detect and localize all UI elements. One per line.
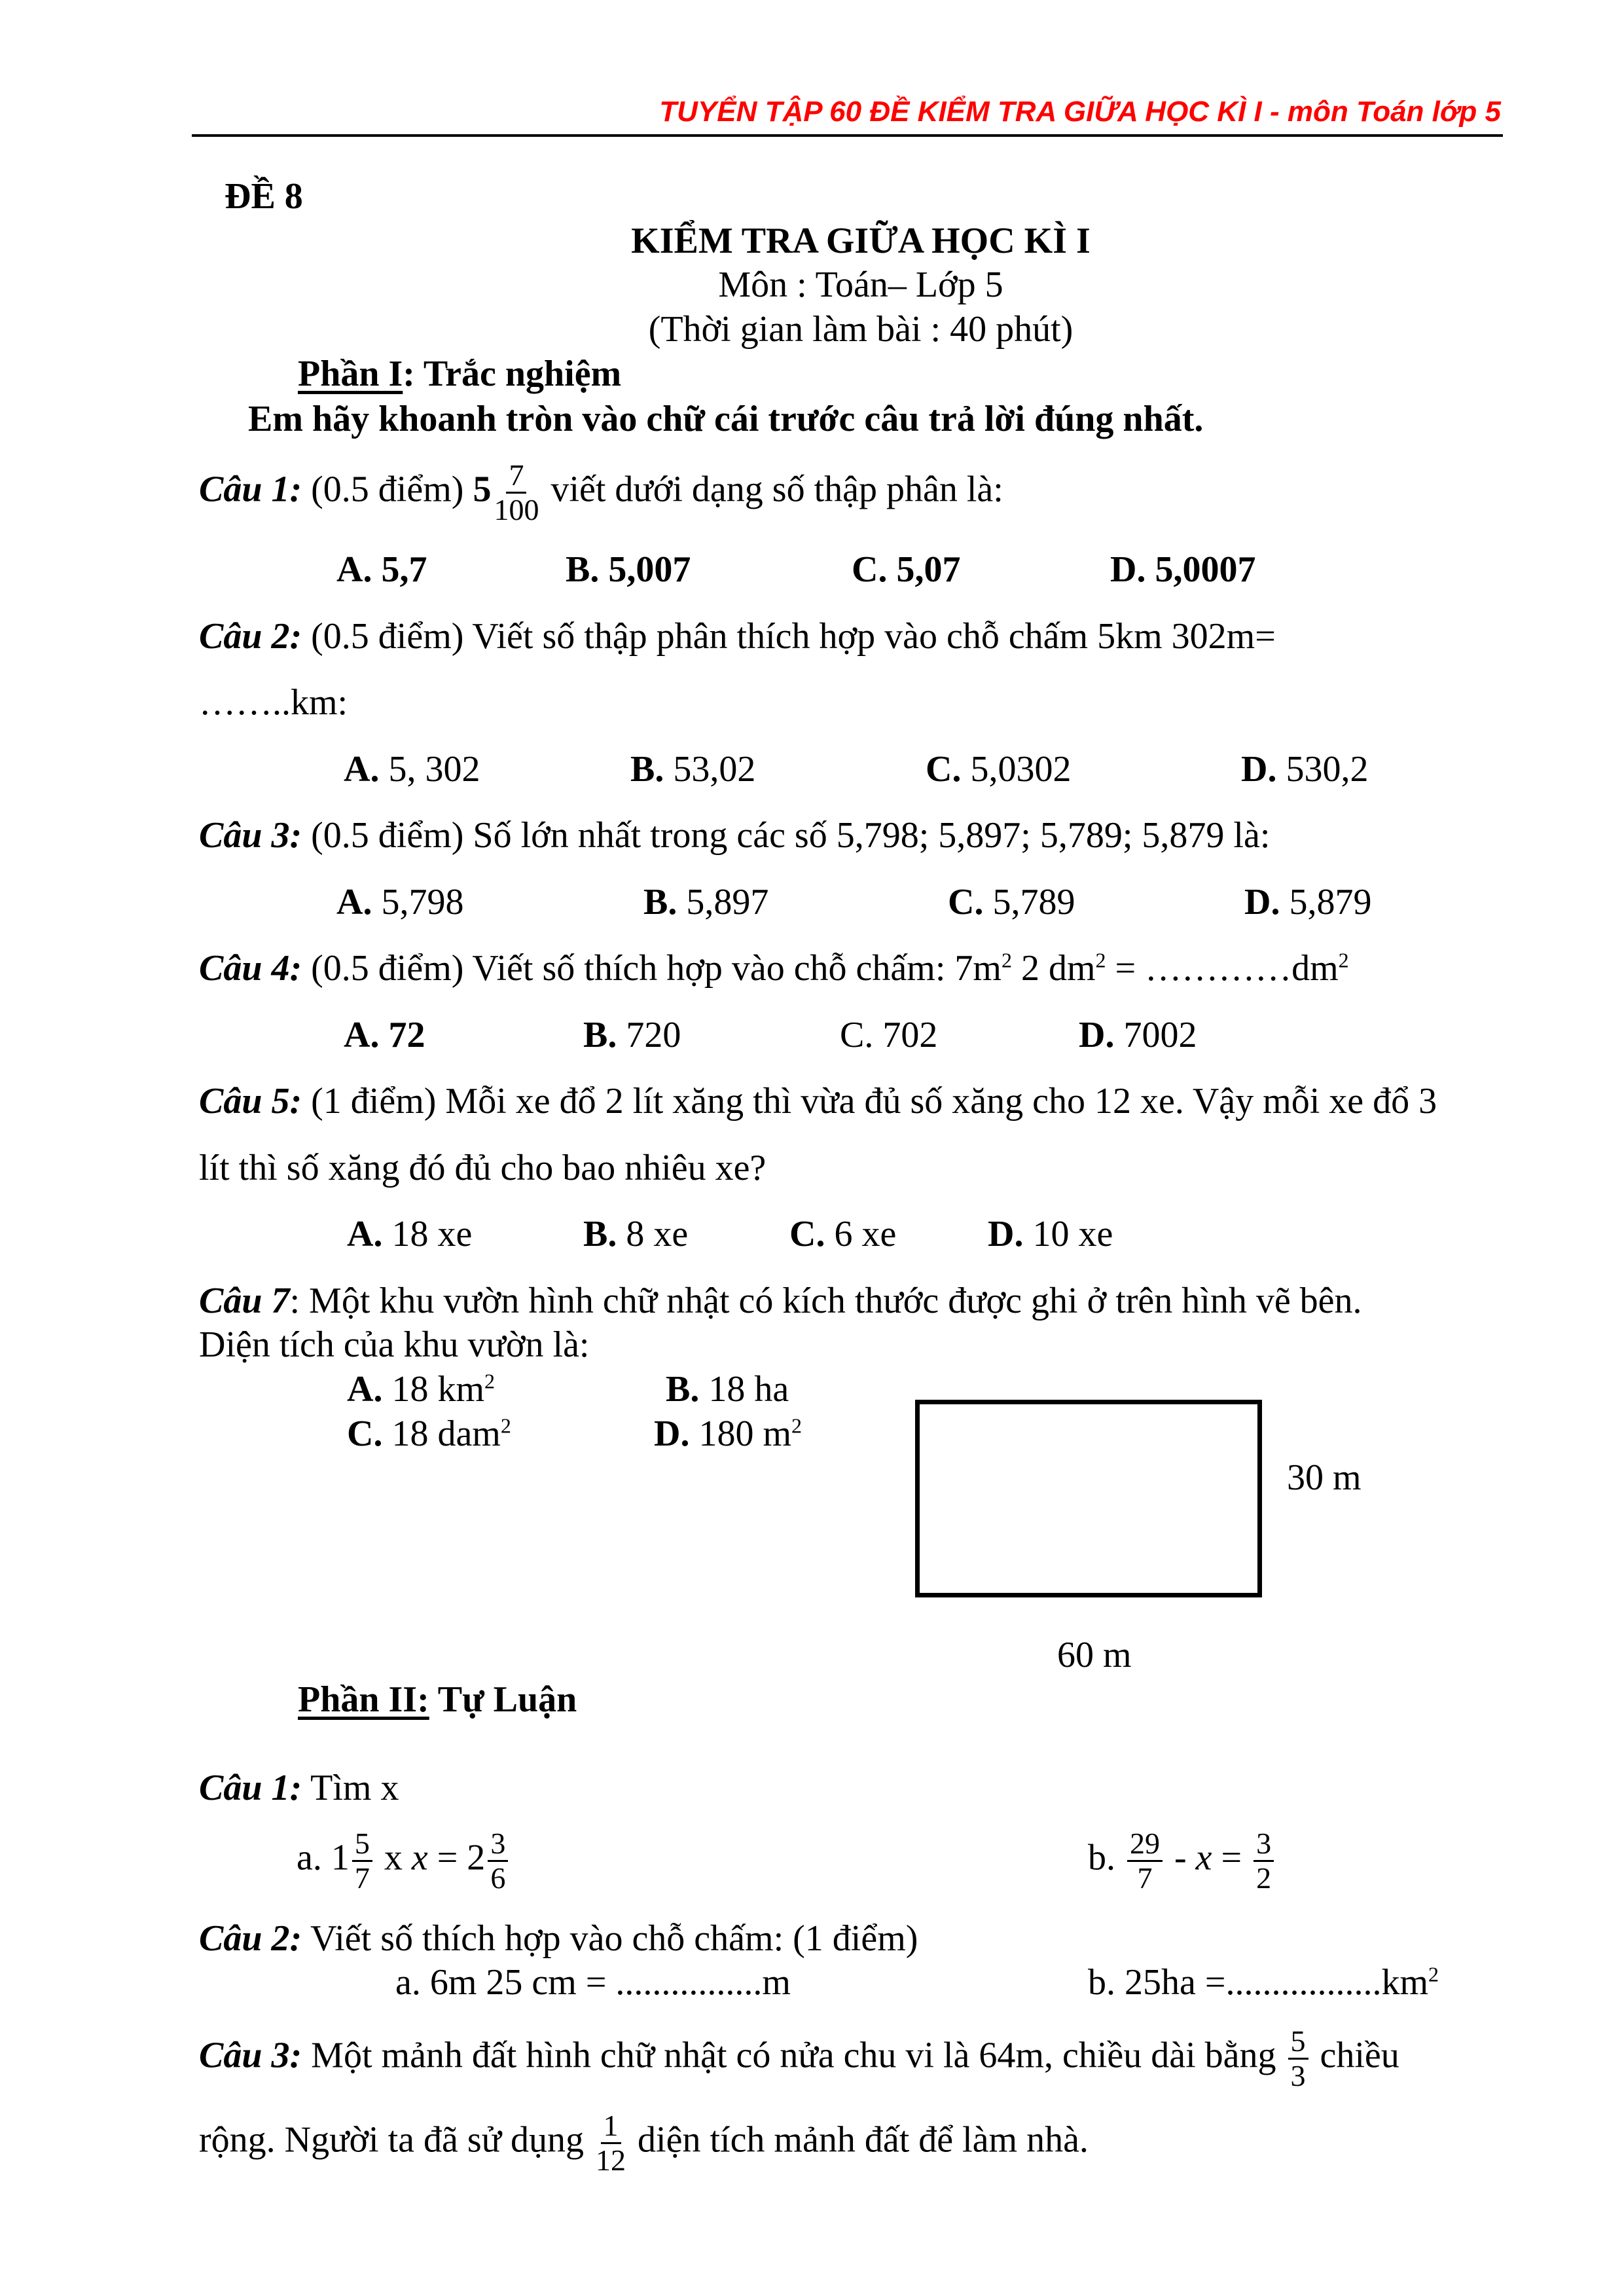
option-c[interactable] [789, 1213, 896, 1255]
text: 5,007 [608, 549, 691, 590]
header-rule [192, 134, 1503, 137]
text: 7 [1137, 1861, 1153, 1895]
text: 29 [1127, 1827, 1163, 1862]
garden-rectangle-figure [915, 1400, 1262, 1597]
text: 3 [1254, 1827, 1274, 1862]
text: rộng. Người ta đã sử dụng [199, 2119, 585, 2160]
text: chiều [1320, 2035, 1399, 2076]
fraction [596, 2109, 626, 2177]
text: C. [347, 1413, 383, 1454]
question-5 [199, 1080, 1437, 1122]
text: 18 xe [391, 1214, 473, 1254]
option-d[interactable] [1244, 881, 1371, 923]
text: 720 [626, 1015, 681, 1055]
text: C. [789, 1214, 825, 1254]
text: - [1174, 1837, 1187, 1878]
option-c[interactable] [852, 549, 960, 591]
text: 7002 [1123, 1015, 1197, 1055]
superscript: 2 [1095, 948, 1106, 972]
essay-question-2 [199, 1918, 918, 1959]
text: b. 25ha =.................km [1088, 1962, 1428, 2003]
option-a[interactable] [336, 549, 427, 591]
part1-label: Phần I [298, 354, 403, 394]
question-1 [199, 459, 1003, 526]
text: 6 xe [834, 1214, 897, 1254]
text: x [411, 1837, 428, 1878]
numerator: 7 [506, 459, 526, 494]
question-text: : Một khu vườn hình chữ nhật có kích thước được ghi ở trên hình vẽ bên. [289, 1281, 1362, 1321]
question-7-line2: Diện tích của khu vườn là: [199, 1324, 590, 1365]
text: D. [1079, 1015, 1115, 1055]
text: 5,879 [1289, 882, 1372, 922]
text: 2 [484, 1369, 496, 1393]
option-b[interactable] [666, 1368, 789, 1410]
option-d[interactable] [1110, 549, 1255, 591]
option-a[interactable] [336, 881, 463, 923]
option-b[interactable] [643, 881, 768, 923]
question-label: Câu 2: [199, 616, 302, 657]
option-c[interactable] [347, 1413, 511, 1455]
option-b[interactable] [566, 549, 691, 591]
option-d[interactable] [988, 1213, 1113, 1255]
part1-title: : Trắc nghiệm [403, 354, 622, 394]
fraction [1127, 1827, 1163, 1895]
option-a[interactable] [344, 748, 480, 790]
part2-label: Phần II: [298, 1679, 429, 1720]
part2-title: Tự Luận [429, 1679, 577, 1720]
question-label: Câu 1: [199, 469, 302, 510]
option-c[interactable] [948, 881, 1075, 923]
text: x [1195, 1837, 1212, 1878]
fraction [488, 1827, 508, 1895]
text: 5,0302 [970, 749, 1072, 790]
exam-code: ĐỀ 8 [225, 176, 303, 217]
question-label: Câu 3: [199, 815, 302, 856]
text: A. [336, 882, 372, 922]
question-text: Viết số thích hợp vào chỗ chấm: (1 điểm) [310, 1918, 918, 1959]
text: b. [1088, 1837, 1115, 1878]
question-text: Một mảnh đất hình chữ nhật có nửa chu vi là 64m, chiều dài bằng [311, 2035, 1276, 2076]
question-label: Câu 5: [199, 1081, 302, 1121]
question-text: (0.5 điểm) Viết số thập phân thích hợp vào chỗ chấm 5km 302m= [311, 616, 1276, 657]
question-3 [199, 814, 1270, 856]
option-d[interactable] [654, 1413, 802, 1455]
option-c[interactable] [926, 748, 1071, 790]
essay-question-3 [199, 2025, 1399, 2092]
text: 5 [352, 1827, 372, 1862]
essay-question-3-line2 [199, 2109, 1089, 2177]
fraction [1288, 2025, 1308, 2092]
text: 5,789 [992, 882, 1075, 922]
exam-subject: Môn : Toán– Lớp 5 [718, 264, 1003, 305]
text: x [384, 1837, 403, 1878]
text: B. [583, 1214, 617, 1254]
essay-question-2a: a. 6m 25 cm = ................m [395, 1962, 791, 2003]
text: 18 ha [708, 1369, 789, 1410]
text: 72 [388, 1015, 425, 1055]
text: 2 [500, 1413, 511, 1438]
superscript: 2 [1001, 948, 1012, 972]
text: B. [666, 1369, 700, 1410]
text: C. [840, 1015, 874, 1055]
essay-question-1a [297, 1827, 511, 1895]
text: 5,897 [686, 882, 769, 922]
text: C. [948, 882, 984, 922]
option-c[interactable] [840, 1014, 937, 1056]
question-label: Câu 1: [199, 1768, 302, 1808]
question-text: viết dưới dạng số thập phân là: [550, 469, 1003, 510]
option-a[interactable] [344, 1014, 425, 1056]
text: D. [1244, 882, 1280, 922]
question-text: (0.5 điểm) Viết số thích hợp vào chỗ chấm: 7m [311, 948, 1001, 989]
part1-heading [298, 353, 621, 395]
question-7 [199, 1280, 1362, 1322]
option-a[interactable] [347, 1213, 472, 1255]
question-text: (0.5 điểm) Số lớn nhất trong các số 5,798; 5,897; 5,789; 5,879 là: [311, 815, 1271, 856]
question-text: = …………dm [1106, 948, 1339, 989]
text: 5,07 [896, 549, 961, 590]
exam-time: (Thời gian làm bài : 40 phút) [648, 309, 1074, 350]
question-text: Tìm x [310, 1768, 399, 1808]
text: 180 m [698, 1413, 792, 1454]
text: 2 [1256, 1861, 1272, 1895]
question-label: Câu 7 [199, 1281, 290, 1321]
question-2-blank: ……..km: [199, 682, 348, 723]
running-header: TUYỂN TẬP 60 ĐỀ KIỂM TRA GIỮA HỌC KÌ I - môn Toán lớp 5 [659, 96, 1501, 128]
text: diện tích mảnh đất để làm nhà. [638, 2119, 1089, 2160]
option-b[interactable] [583, 1014, 681, 1056]
fraction [352, 1827, 372, 1895]
text: C. [852, 549, 888, 590]
question-5-line2: lít thì số xăng đó đủ cho bao nhiêu xe? [199, 1148, 767, 1188]
part1-instruction: Em hãy khoanh tròn vào chữ cái trước câu trả lời đúng nhất. [248, 399, 1204, 439]
text: 18 dam [391, 1413, 501, 1454]
text: = [1221, 1837, 1242, 1878]
text: 10 xe [1032, 1214, 1113, 1254]
text: 5,0007 [1155, 549, 1256, 590]
text: 8 xe [626, 1214, 689, 1254]
option-b[interactable] [630, 748, 755, 790]
option-a[interactable] [347, 1368, 495, 1410]
figure-width-label: 60 m [1057, 1635, 1132, 1675]
text: D. [988, 1214, 1024, 1254]
text: A. [344, 749, 380, 790]
text: D. [1241, 749, 1277, 790]
text: B. [583, 1015, 617, 1055]
text: 7 [354, 1861, 370, 1895]
text: D. [654, 1413, 690, 1454]
figure-height-label: 30 m [1287, 1457, 1362, 1498]
text: 5,798 [381, 882, 464, 922]
text: 530,2 [1286, 749, 1369, 790]
text: 18 km [391, 1369, 485, 1410]
text: D. [1110, 549, 1146, 590]
part2-heading [298, 1679, 577, 1721]
text: 5,7 [381, 549, 427, 590]
text: A. [344, 1015, 380, 1055]
text: 6 [490, 1861, 506, 1895]
essay-question-2b [1088, 1961, 1439, 2003]
text: 2 [1428, 1962, 1439, 1986]
option-d[interactable] [1241, 748, 1368, 790]
text: 53,02 [673, 749, 756, 790]
text: 5, 302 [388, 749, 480, 790]
essay-question-1b [1088, 1827, 1276, 1895]
option-d[interactable] [1079, 1014, 1197, 1056]
denominator: 100 [494, 493, 539, 526]
question-text: (1 điểm) Mỗi xe đổ 2 lít xăng thì vừa đủ số xăng cho 12 xe. Vậy mỗi xe đổ 3 [311, 1081, 1437, 1121]
question-label: Câu 2: [199, 1918, 302, 1959]
text: = 2 [437, 1837, 486, 1878]
question-label: Câu 4: [199, 948, 302, 989]
text: 702 [882, 1015, 938, 1055]
text: B. [630, 749, 664, 790]
question-4 [199, 947, 1349, 989]
text: B. [643, 882, 677, 922]
text: 2 [791, 1413, 803, 1438]
text: 12 [596, 2143, 626, 2177]
question-2 [199, 615, 1276, 657]
text: 3 [488, 1827, 508, 1862]
text: 5 [1288, 2025, 1308, 2060]
text: B. [566, 549, 600, 590]
question-points: (0.5 điểm) [311, 469, 464, 510]
exam-title: KIỂM TRA GIỮA HỌC KÌ I [631, 221, 1091, 261]
text: a. 1 [297, 1837, 350, 1878]
text: A. [347, 1214, 383, 1254]
fraction [494, 459, 539, 526]
option-b[interactable] [583, 1213, 688, 1255]
fraction [1254, 1827, 1274, 1895]
question-label: Câu 3: [199, 2035, 302, 2076]
text: 3 [1290, 2059, 1306, 2092]
superscript: 2 [1338, 948, 1349, 972]
essay-question-1 [199, 1767, 399, 1809]
text: A. [336, 549, 372, 590]
question-text: 2 dm [1020, 948, 1096, 989]
mixed-whole: 5 [473, 469, 492, 510]
text: C. [926, 749, 962, 790]
text: 1 [601, 2109, 621, 2144]
text: A. [347, 1369, 383, 1410]
